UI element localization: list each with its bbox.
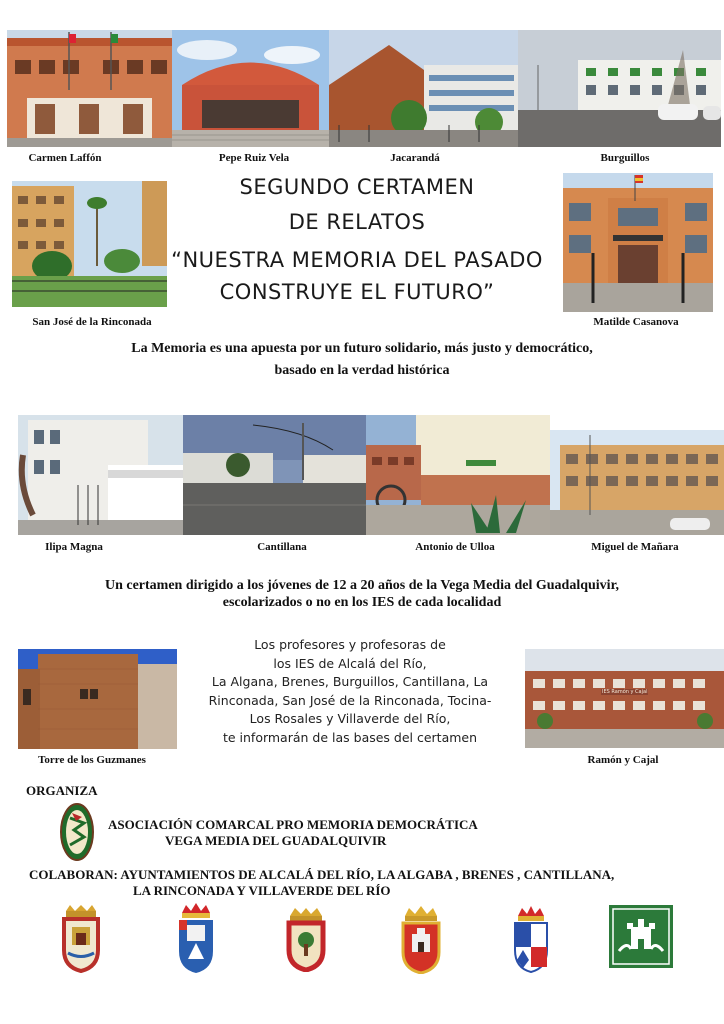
photo-san-jose-rinconada <box>12 181 167 307</box>
teachers-info <box>180 636 520 747</box>
photo-cantillana <box>183 415 366 535</box>
info-line: Los profesores y profesoras de <box>254 637 446 652</box>
photo-miguel-de-manara <box>550 430 724 535</box>
coat-of-arms-icon-alcala-del-rio <box>58 905 104 973</box>
caption-matilde-casanova: Matilde Casanova <box>593 316 679 328</box>
organization-name-line2: VEGA MEDIA DEL GUADALQUIVIR <box>165 833 387 848</box>
caption-pepe-ruiz-vela: Pepe Ruiz Vela <box>218 152 290 164</box>
ramon-y-cajal-sign: IES Ramón y Cajal <box>602 689 648 695</box>
photo-carmen-laffon <box>7 30 172 147</box>
contest-title-line1: SEGUNDO CERTAMEN <box>239 175 475 199</box>
audience-line1: Un certamen dirigido a los jóvenes de 12 a 20 años de la Vega Media del Guadalquivir, <box>104 578 619 593</box>
contest-subtitle-line1: “NUESTRA MEMORIA DEL PASADO <box>171 248 543 272</box>
association-logo-icon <box>60 803 94 861</box>
organization-name-line1: ASOCIACIÓN COMARCAL PRO MEMORIA DEMOCRÁTICA <box>108 817 478 832</box>
caption-burguillos: Burguillos <box>600 152 650 164</box>
photo-torre-guzmanes <box>18 649 177 749</box>
organiza-label: ORGANIZA <box>26 783 98 798</box>
info-line: Rinconada, San José de la Rinconada, Tocina- <box>208 692 492 708</box>
coat-of-arms-icon-brenes <box>285 908 327 972</box>
info-line: La Algana, Brenes, Burguillos, Cantillana, La <box>211 674 489 689</box>
photo-burguillos <box>518 30 721 147</box>
photo-ilipa-magna <box>18 415 183 535</box>
caption-cantillana: Cantillana <box>257 541 307 553</box>
photo-jacaranda <box>329 30 518 147</box>
caption-san-jose-rinconada: San José de la Rinconada <box>32 316 152 328</box>
coat-of-arms-icon-cantillana <box>400 906 442 974</box>
photo-antonio-de-ulloa <box>366 415 550 535</box>
contest-subtitle-line2: CONSTRUYE EL FUTURO” <box>219 280 495 304</box>
photo-ramon-y-cajal <box>525 649 724 748</box>
photo-pepe-ruiz-vela <box>172 30 329 147</box>
caption-torre-guzmanes: Torre de los Guzmanes <box>38 754 146 766</box>
caption-miguel-de-manara: Miguel de Mañara <box>591 541 679 553</box>
photo-matilde-casanova <box>563 173 713 312</box>
info-line: Los Rosales y Villaverde del Río, <box>249 711 451 726</box>
contest-title-line2: DE RELATOS <box>288 210 426 234</box>
audience-line2: escolarizados o no en los IES de cada localidad <box>222 595 502 610</box>
coat-of-arms-icon-la-rinconada <box>512 906 550 974</box>
statement-line2: basado en la verdad histórica <box>274 363 450 378</box>
statement-line1: La Memoria es una apuesta por un futuro solidario, más justo y democrático, <box>131 341 593 356</box>
coat-of-arms-icon-la-algaba <box>174 903 218 975</box>
caption-ilipa-magna: Ilipa Magna <box>45 541 103 553</box>
colaboran-line1: COLABORAN: AYUNTAMIENTOS DE ALCALÁ DEL RÍO, LA ALGABA , BRENES , CANTILLANA, <box>29 867 615 882</box>
caption-ramon-y-cajal: Ramón y Cajal <box>587 754 659 766</box>
coat-of-arms-icon-villaverde-del-rio <box>609 905 673 968</box>
caption-antonio-de-ulloa: Antonio de Ulloa <box>415 541 495 553</box>
info-line: te informarán de las bases del certamen <box>222 729 478 745</box>
caption-jacaranda: Jacarandá <box>390 152 440 164</box>
caption-carmen-laffon: Carmen Laffón <box>28 152 102 164</box>
colaboran-line2: LA RINCONADA Y VILLAVERDE DEL RÍO <box>133 883 391 898</box>
info-line: los IES de Alcalá del Río, <box>273 655 427 671</box>
